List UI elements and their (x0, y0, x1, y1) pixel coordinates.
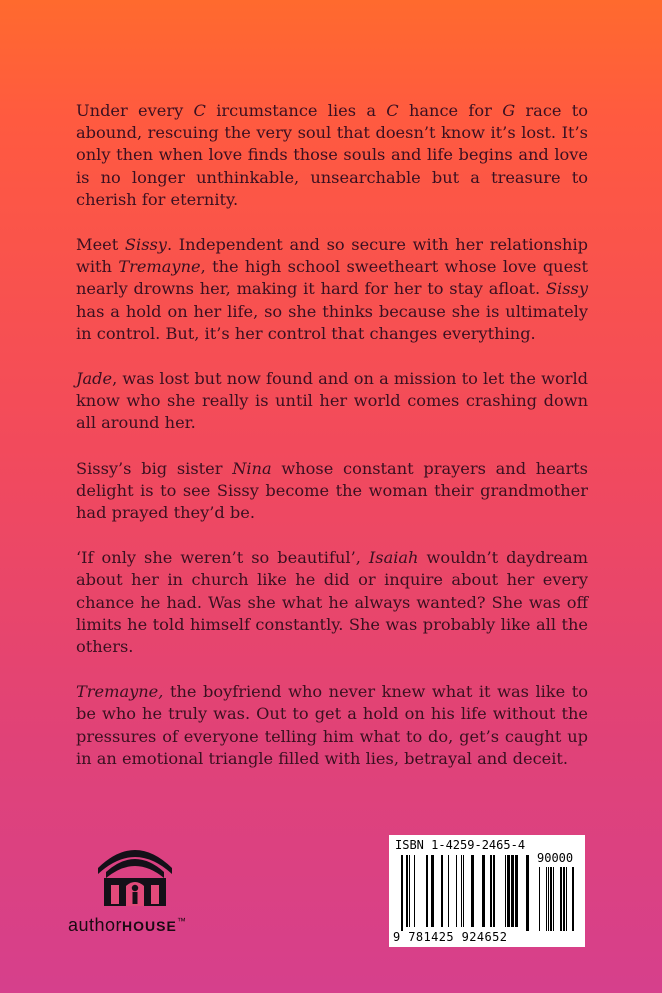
text: , the high school sweetheart whose love quest nearly drowns her, making it hard for her to stay afloat. (76, 257, 588, 299)
text: whose constant prayers and hearts delight is to see Sissy become the woman their grandmother had prayed they’d be. (76, 458, 588, 523)
barcode-bar (493, 855, 495, 927)
blurb-paragraph-6 (76, 681, 588, 770)
back-cover-blurb (76, 100, 588, 793)
publisher-logo (68, 838, 218, 938)
addon-bar (546, 867, 547, 931)
barcode-bar (401, 855, 403, 931)
barcode-bar (431, 855, 434, 927)
text: G (502, 101, 516, 120)
addon-bar (553, 867, 554, 931)
character-name: Nina (232, 458, 272, 478)
blurb-paragraph-5 (76, 547, 588, 658)
text: has a hold on her life, so she thinks because she is ultimately in control. But, it’s her control that changes everything. (76, 301, 588, 343)
character-name: Isaiah (368, 548, 419, 568)
barcode-bar (515, 855, 518, 927)
character-name: Jade (76, 369, 113, 389)
blurb-paragraph-4 (76, 458, 588, 525)
barcode-bar (463, 855, 464, 927)
text: Meet (76, 235, 125, 255)
ean-digits: 9 781425 924652 (393, 930, 508, 944)
barcode-bar (456, 855, 457, 927)
text: C (386, 101, 399, 120)
text: the boyfriend who never knew what it was like to be who he truly was. Out to get a hold on his life without the pressures of everyone telling him what to do, get’s caught up in an emotional triangle filled with lies, betrayal and deceit. (76, 682, 588, 768)
character-name: Tremayne, (76, 682, 164, 702)
text: C (193, 101, 206, 120)
blurb-paragraph-2 (76, 234, 588, 345)
addon-bar (560, 867, 562, 931)
barcode-bar (511, 855, 514, 927)
barcode-bar (507, 855, 510, 927)
text: wouldn’t daydream about her in church like he did or inquire about her every chance he had. Was she what he always wanted? She was off limits he told himself constantly. She was probably like all the others. (76, 548, 588, 657)
addon-bar (539, 867, 540, 931)
isbn-text: ISBN 1-4259-2465-4 (395, 838, 526, 852)
addon-bar (566, 867, 567, 931)
text: Under every (76, 101, 194, 120)
barcode-bar (461, 855, 462, 927)
barcode-bar (490, 855, 492, 927)
barcode-bar (526, 855, 529, 931)
authorhouse-logo-icon (94, 838, 176, 908)
text: race to abound, rescuing the very soul that doesn’t know it’s lost. It’s only then when love finds those souls and life begins and love is no longer unthinkable, unsearchable but a treasure to cherish for eternity. (76, 101, 589, 209)
text: , was lost but now found and on a mission to let the world know who she really is until her world comes crashing down all around her. (76, 369, 588, 433)
text: ircumstance lies a (205, 101, 387, 120)
barcode-bar (448, 855, 449, 927)
text: Sissy’s big sister (76, 458, 233, 478)
character-name: Tremayne (118, 257, 201, 277)
addon-bar (563, 867, 565, 931)
text: hance for (398, 101, 503, 120)
addon-bar (548, 867, 549, 931)
barcode-bar (505, 855, 506, 927)
character-name: Sissy (545, 279, 588, 299)
trademark-symbol: ™ (176, 916, 187, 926)
blurb-paragraph-3 (76, 368, 588, 435)
barcode-bar (426, 855, 428, 927)
blurb-paragraph-1 (76, 100, 588, 211)
publisher-name-part1: author (68, 915, 123, 935)
isbn-barcode (389, 835, 585, 947)
publisher-name-part2: HOUSE (122, 918, 177, 934)
text: ‘If only she weren’t so beautiful’, (76, 548, 369, 568)
barcode-bar (441, 855, 443, 927)
publisher-name (68, 915, 218, 936)
character-name: Sissy (124, 235, 167, 255)
barcode-bar (409, 855, 410, 927)
addon-bar (572, 867, 574, 931)
barcode-bar (414, 855, 415, 927)
text: . Independent and so secure with her relationship with (76, 235, 588, 277)
barcode-bar (406, 855, 408, 927)
price-addon-text: 90000 (537, 851, 574, 865)
addon-bar (550, 867, 552, 931)
barcode-bar (482, 855, 485, 927)
barcode-bar (471, 855, 474, 927)
